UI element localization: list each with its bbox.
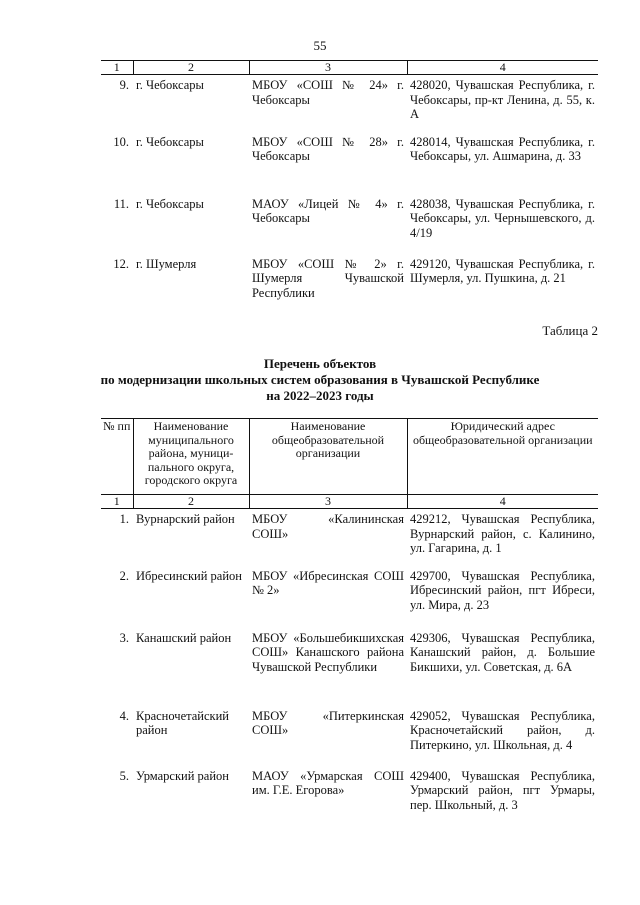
- table-title-line-1: Перечень объектов: [263, 356, 377, 371]
- column-number: 3: [249, 495, 407, 509]
- column-number: 2: [133, 495, 249, 509]
- row-address: 429306, Чувашская Республика, Канашский район, д. Большие Бикшихи, ул. Советская, д. 6А: [410, 630, 595, 674]
- table-row: [101, 569, 598, 631]
- row-number: 4.: [119, 708, 129, 723]
- table-row: [101, 709, 598, 769]
- row-organization: МБОУ «Калининская СОШ»: [252, 512, 404, 541]
- table-title-line-3: на 2022–2023 годы: [266, 388, 374, 403]
- table-row: [101, 769, 598, 819]
- row-district: Вурнарский район: [136, 512, 235, 526]
- row-district: Канашский район: [136, 630, 232, 645]
- column-number: 1: [101, 495, 133, 509]
- column-number-row: [101, 495, 598, 509]
- row-number: 12.: [113, 256, 129, 271]
- column-number: 2: [133, 61, 249, 75]
- column-number: 1: [101, 61, 133, 75]
- row-number: 10.: [113, 134, 129, 149]
- table-title-line-2: по модернизации школьных систем образования в Чувашской Республике: [100, 372, 540, 387]
- row-address: 429052, Чувашская Республика, Красночетайский район, д. Питеркино, ул. Школьная, д. 4: [410, 708, 595, 752]
- row-organization: МБОУ «Ибресинская СОШ № 2»: [252, 568, 404, 597]
- table-header-row: [101, 419, 598, 495]
- row-number: 9.: [119, 78, 129, 92]
- row-address: 429400, Чувашская Республика, Урмарский район, пгт Урмары, пер. Школьный, д. 3: [410, 768, 595, 812]
- table-row: [101, 75, 598, 135]
- table-2: [101, 418, 598, 819]
- row-organization: МБОУ «Большебикшихская СОШ» Канашского района Чувашской Республики: [252, 630, 404, 674]
- row-organization: МБОУ «СОШ № 28» г. Чебоксары: [252, 134, 404, 163]
- table-row: [101, 509, 598, 569]
- row-district: г. Чебоксары: [136, 134, 204, 149]
- row-address: 429212, Чувашская Республика, Вурнарский район, с. Калинино, ул. Гагарина, д. 1: [410, 512, 595, 555]
- row-district: г. Шумерля: [136, 256, 197, 271]
- row-number: 3.: [119, 630, 129, 645]
- page-number: 55: [313, 38, 327, 53]
- row-district: Ибресинский район: [136, 568, 242, 583]
- row-organization: МБОУ «СОШ № 24» г. Чебоксары: [252, 78, 404, 107]
- table-row: [101, 197, 598, 257]
- header-organization: Наименование общеобразовательной организации: [249, 419, 407, 495]
- table-row: [101, 631, 598, 709]
- header-address: Юридический адрес общеобразовательной организации: [407, 419, 598, 495]
- row-district: г. Чебоксары: [136, 196, 204, 211]
- column-number: 3: [249, 61, 407, 75]
- column-number: 4: [407, 61, 598, 75]
- row-address: 428014, Чувашская Республика, г. Чебоксары, ул. Ашмарина, д. 33: [410, 134, 595, 163]
- row-organization: МБОУ «СОШ № 2» г. Шумерля Чувашской Республики: [252, 256, 404, 300]
- row-address: 429700, Чувашская Республика, Ибресинский район, пгт Ибреси, ул. Мира, д. 23: [410, 568, 595, 612]
- row-organization: МАОУ «Урмарская СОШ им. Г.Е. Егорова»: [252, 768, 404, 797]
- header-district: Наименование муниципального района, муници-пального округа, городского округа: [133, 419, 249, 495]
- table-1-continuation: [101, 60, 598, 307]
- row-number: 11.: [113, 196, 129, 211]
- row-address: 428038, Чувашская Республика, г. Чебоксары, ул. Чернышевского, д. 4/19: [410, 196, 595, 240]
- row-organization: МАОУ «Лицей № 4» г. Чебоксары: [252, 196, 404, 225]
- table-row: [101, 135, 598, 197]
- table-caption: Таблица 2: [542, 323, 598, 338]
- row-organization: МБОУ «Питеркинская СОШ»: [252, 708, 404, 737]
- table-row: [101, 257, 598, 307]
- row-district: Урмарский район: [136, 768, 229, 783]
- row-address: 429120, Чувашская Республика, г. Шумерля, ул. Пушкина, д. 21: [410, 256, 595, 285]
- row-district: г. Чебоксары: [136, 78, 204, 92]
- row-district: Красночетайский район: [136, 708, 229, 737]
- row-address: 428020, Чувашская Республика, г. Чебоксары, пр-кт Ленина, д. 55, к. А: [410, 78, 595, 121]
- row-number: 1.: [119, 512, 129, 526]
- row-number: 5.: [119, 768, 129, 783]
- column-number-row: [101, 61, 598, 75]
- column-number: 4: [407, 495, 598, 509]
- row-number: 2.: [119, 568, 129, 583]
- header-number: № пп: [103, 419, 131, 433]
